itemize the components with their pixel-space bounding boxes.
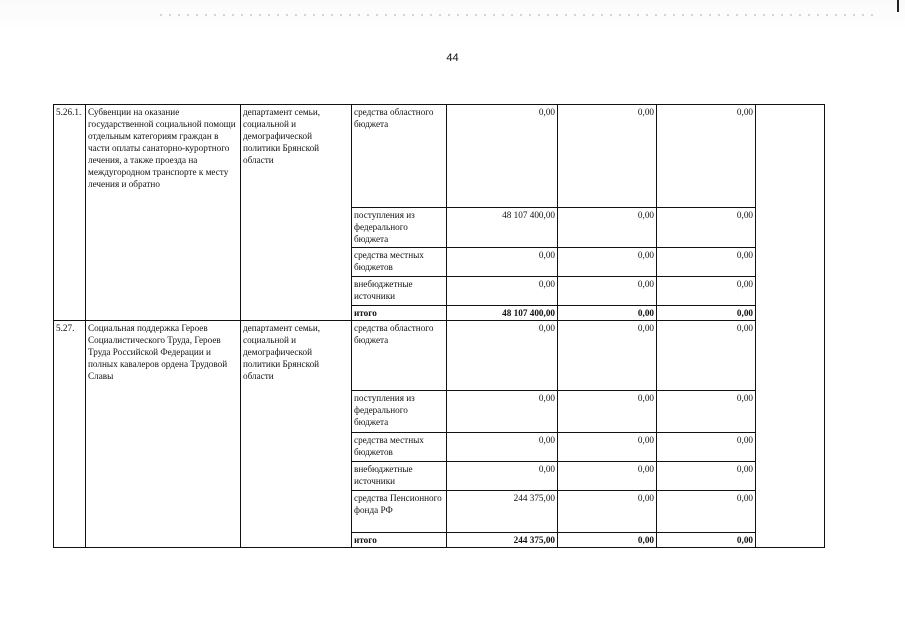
source-label: внебюджетные источники <box>352 462 447 491</box>
value-cell: 0,00 <box>558 391 657 433</box>
value-cell: 48 107 400,00 <box>447 208 558 248</box>
value-cell: 0,00 <box>657 462 756 491</box>
item-name: Социальная поддержка Героев Социалистического Труда, Героев Труда Российской Федерации и полных кавалеров ордена Трудовой Славы <box>86 321 241 548</box>
value-cell: 0,00 <box>447 105 558 208</box>
table-row <box>54 321 825 391</box>
source-label: поступления из федерального бюджета <box>352 391 447 433</box>
total-value: 0,00 <box>558 306 657 321</box>
value-cell: 0,00 <box>558 248 657 277</box>
value-cell: 0,00 <box>657 433 756 462</box>
total-label: итого <box>352 533 447 548</box>
value-cell: 0,00 <box>657 277 756 306</box>
table-row <box>54 105 825 208</box>
value-cell: 0,00 <box>558 277 657 306</box>
item-name: Субвенции на оказание государственной социальной помощи отдельным категориям граждан в части оплаты санаторно-курортного лечения, а также проезда на междугородном транспорте к месту лечения и обратно <box>86 105 241 321</box>
value-cell: 0,00 <box>558 321 657 391</box>
total-value: 244 375,00 <box>447 533 558 548</box>
total-value: 0,00 <box>657 306 756 321</box>
value-cell: 0,00 <box>657 248 756 277</box>
source-label: средства областного бюджета <box>352 321 447 391</box>
value-cell: 0,00 <box>558 491 657 533</box>
value-cell: 0,00 <box>447 248 558 277</box>
value-cell: 0,00 <box>558 105 657 208</box>
value-cell: 0,00 <box>447 321 558 391</box>
source-label: средства Пенсионного фонда РФ <box>352 491 447 533</box>
item-number: 5.26.1. <box>54 105 86 321</box>
source-label: поступления из федерального бюджета <box>352 208 447 248</box>
scan-noise-strip <box>0 0 905 30</box>
item-executor: департамент семьи, социальной и демографической политики Брянской области <box>241 105 352 321</box>
value-cell: 0,00 <box>447 277 558 306</box>
item-number: 5.27. <box>54 321 86 548</box>
source-label: средства областного бюджета <box>352 105 447 208</box>
empty-column <box>756 105 825 548</box>
value-cell: 0,00 <box>558 462 657 491</box>
scan-noise-dots <box>160 14 880 16</box>
total-value: 0,00 <box>558 533 657 548</box>
source-label: средства местных бюджетов <box>352 248 447 277</box>
value-cell: 0,00 <box>657 391 756 433</box>
value-cell: 0,00 <box>657 105 756 208</box>
value-cell: 0,00 <box>558 433 657 462</box>
value-cell: 244 375,00 <box>447 491 558 533</box>
item-executor: департамент семьи, социальной и демографической политики Брянской области <box>241 321 352 548</box>
value-cell: 0,00 <box>657 208 756 248</box>
budget-table <box>53 104 825 548</box>
total-value: 48 107 400,00 <box>447 306 558 321</box>
value-cell: 0,00 <box>558 208 657 248</box>
source-label: внебюджетные источники <box>352 277 447 306</box>
value-cell: 0,00 <box>447 433 558 462</box>
source-label: средства местных бюджетов <box>352 433 447 462</box>
value-cell: 0,00 <box>657 491 756 533</box>
value-cell: 0,00 <box>447 462 558 491</box>
value-cell: 0,00 <box>447 391 558 433</box>
scan-edge-mark <box>897 0 899 12</box>
total-label: итого <box>352 306 447 321</box>
value-cell: 0,00 <box>657 321 756 391</box>
total-value: 0,00 <box>657 533 756 548</box>
page-number: 44 <box>446 52 459 64</box>
